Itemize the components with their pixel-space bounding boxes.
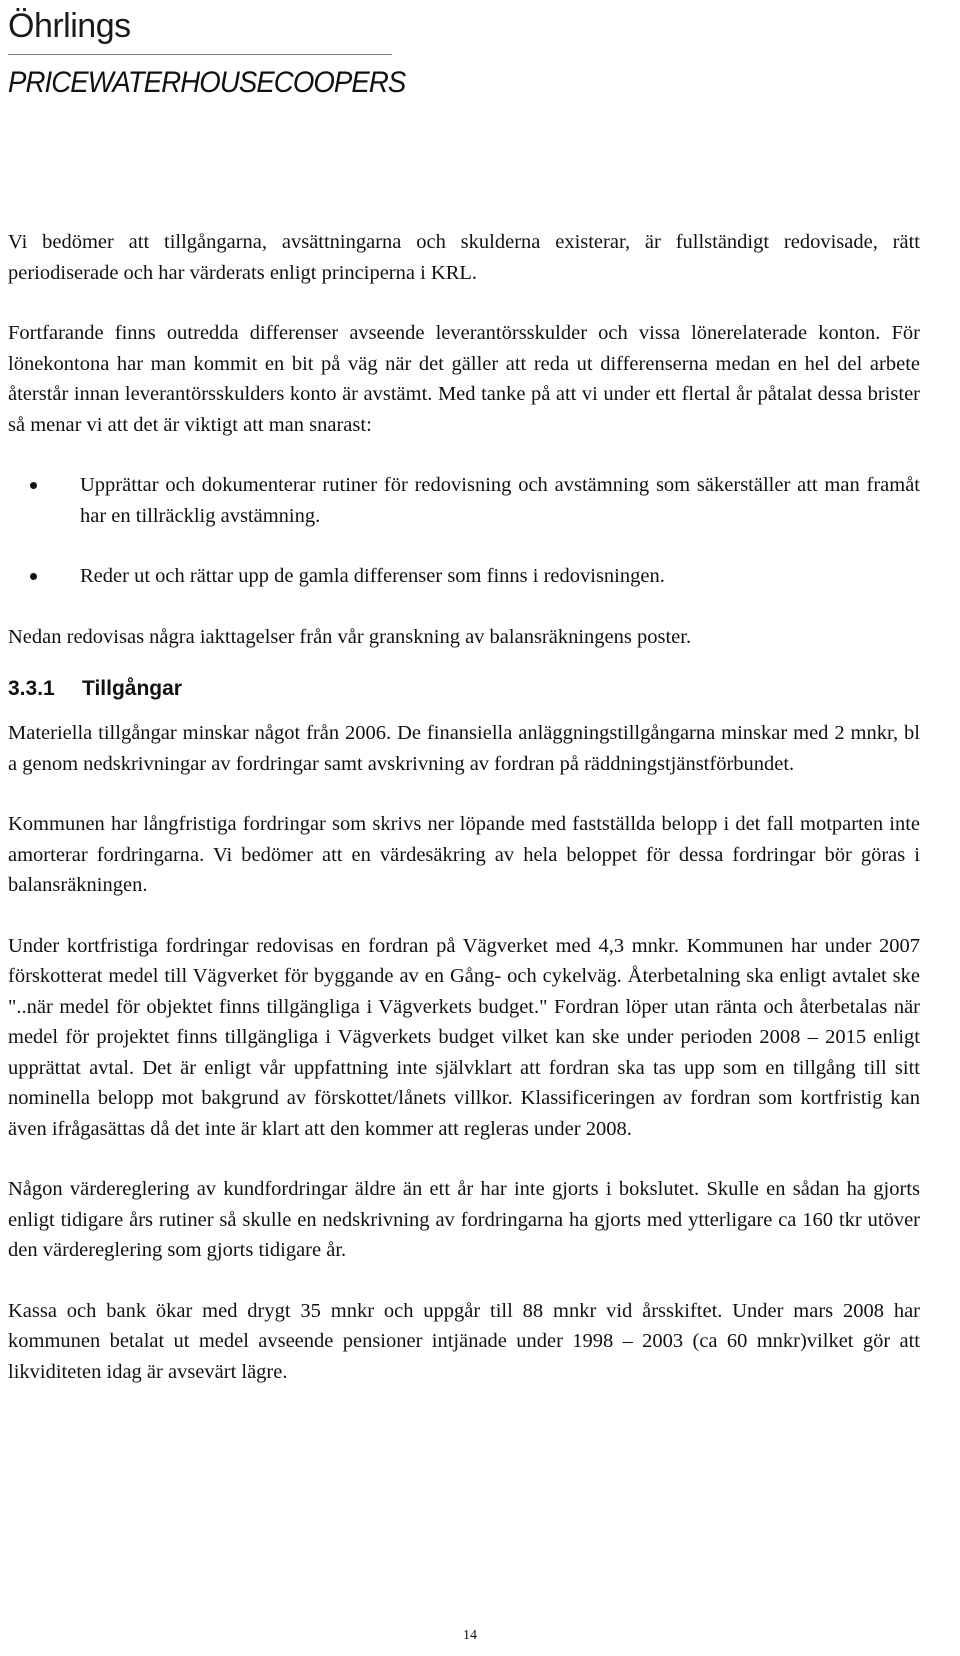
paragraph-differences: Fortfarande finns outredda differenser avseende leverantörsskulder och vissa lönerelaterade konton. För lönekontona har man kommit en bit på väg när det gäller att reda ut differenserna medan en hel del arbete återstår innan leverantörsskulders konto är avstämt. Med tanke på att vi under ett flertal år påtalat dessa brister så menar vi att det är viktigt att man snarast:	[8, 322, 920, 436]
section-heading	[8, 674, 920, 704]
bullet-icon	[30, 573, 37, 580]
document-body	[8, 227, 920, 1387]
page-header	[8, 4, 408, 101]
paragraph-observations-intro: Nedan redovisas några iakttagelser från vår granskning av balansräkningens poster.	[8, 625, 692, 648]
paragraph-tangible-assets: Materiella tillgångar minskar något från 2006. De finansiella anläggningstillgångarna minskar med 2 mnkr, bl a genom nedskrivningar av fordringar samt avskrivning av fordran på räddningstjänstförbundet.	[8, 722, 920, 775]
header-divider	[8, 54, 392, 55]
logo-wordmark: PRICEWATERHOUSECOOPERS	[8, 66, 406, 99]
section-number: 3.3.1	[8, 677, 55, 700]
section-title: Tillgångar	[82, 677, 182, 700]
paragraph-customer-receivables: Någon värdereglering av kundfordringar äldre än ett år har inte gjorts i bokslutet. Skulle en sådan ha gjorts enligt tidigare års rutiner så skulle en nedskrivning av fordringarna ha gjorts med ytterligare ca 160 tkr utöver den värdereglering som gjorts tidigare år.	[8, 1178, 920, 1261]
paragraph-assets-assessment: Vi bedömer att tillgångarna, avsättningarna och skulderna existerar, är fullständigt redovisade, rätt periodiserade och har värderats enligt principerna i KRL.	[8, 231, 920, 284]
page-number: 14	[463, 1628, 477, 1643]
firm-name: Öhrlings	[8, 7, 131, 45]
paragraph-short-term-receivables: Under kortfristiga fordringar redovisas en fordran på Vägverket med 4,3 mnkr. Kommunen har under 2007 förskotterat medel till Vägverket för byggande av en Gång- och cykelväg. Återbetalning ska enligt avtalet ske "..när medel för objektet finns tillgängliga i Vägverkets budget." Fordran löper utan ränta och återbetalas när medel för projektet finns tillgängliga i Vägverkets budget vilket kan ske under perioden 2008 – 2015 enligt upprättat avtal. Det är enligt vår uppfattning inte självklart att fordran ska tas upp som en tillgång till sitt nominella belopp mot bakgrund av förskottet/lånets villkor. Klassificeringen av fordran som kortfristig kan även ifrågasättas då det inte är klart att den kommer att regleras under 2008.	[8, 934, 920, 1140]
paragraph-long-term-receivables: Kommunen har långfristiga fordringar som skrivs ner löpande med fastställda belopp i det fall motparten inte amorterar fordringarna. Vi bedömer att en värdesäkring av hela beloppet för dessa fordringar bör göras i balansräkningen.	[8, 813, 920, 896]
list-item	[8, 561, 920, 592]
list-item	[8, 470, 920, 531]
list-item-text: Reder ut och rättar upp de gamla differenser som finns i redovisningen.	[80, 565, 665, 587]
list-item-text: Upprättar och dokumenterar rutiner för redovisning och avstämning som säkerställer att man framåt har en tillräcklig avstämning.	[80, 474, 920, 527]
logo	[8, 65, 408, 101]
recommendation-list	[8, 470, 920, 592]
bullet-icon	[30, 482, 37, 489]
paragraph-cash-and-bank: Kassa och bank ökar med drygt 35 mnkr och uppgår till 88 mnkr vid årsskiftet. Under mars 2008 har kommunen betalat ut medel avseende pensioner intjänade under 1998 – 2003 (ca 60 mnkr)vilket gör att likviditeten idag är avsevärt lägre.	[8, 1299, 920, 1383]
